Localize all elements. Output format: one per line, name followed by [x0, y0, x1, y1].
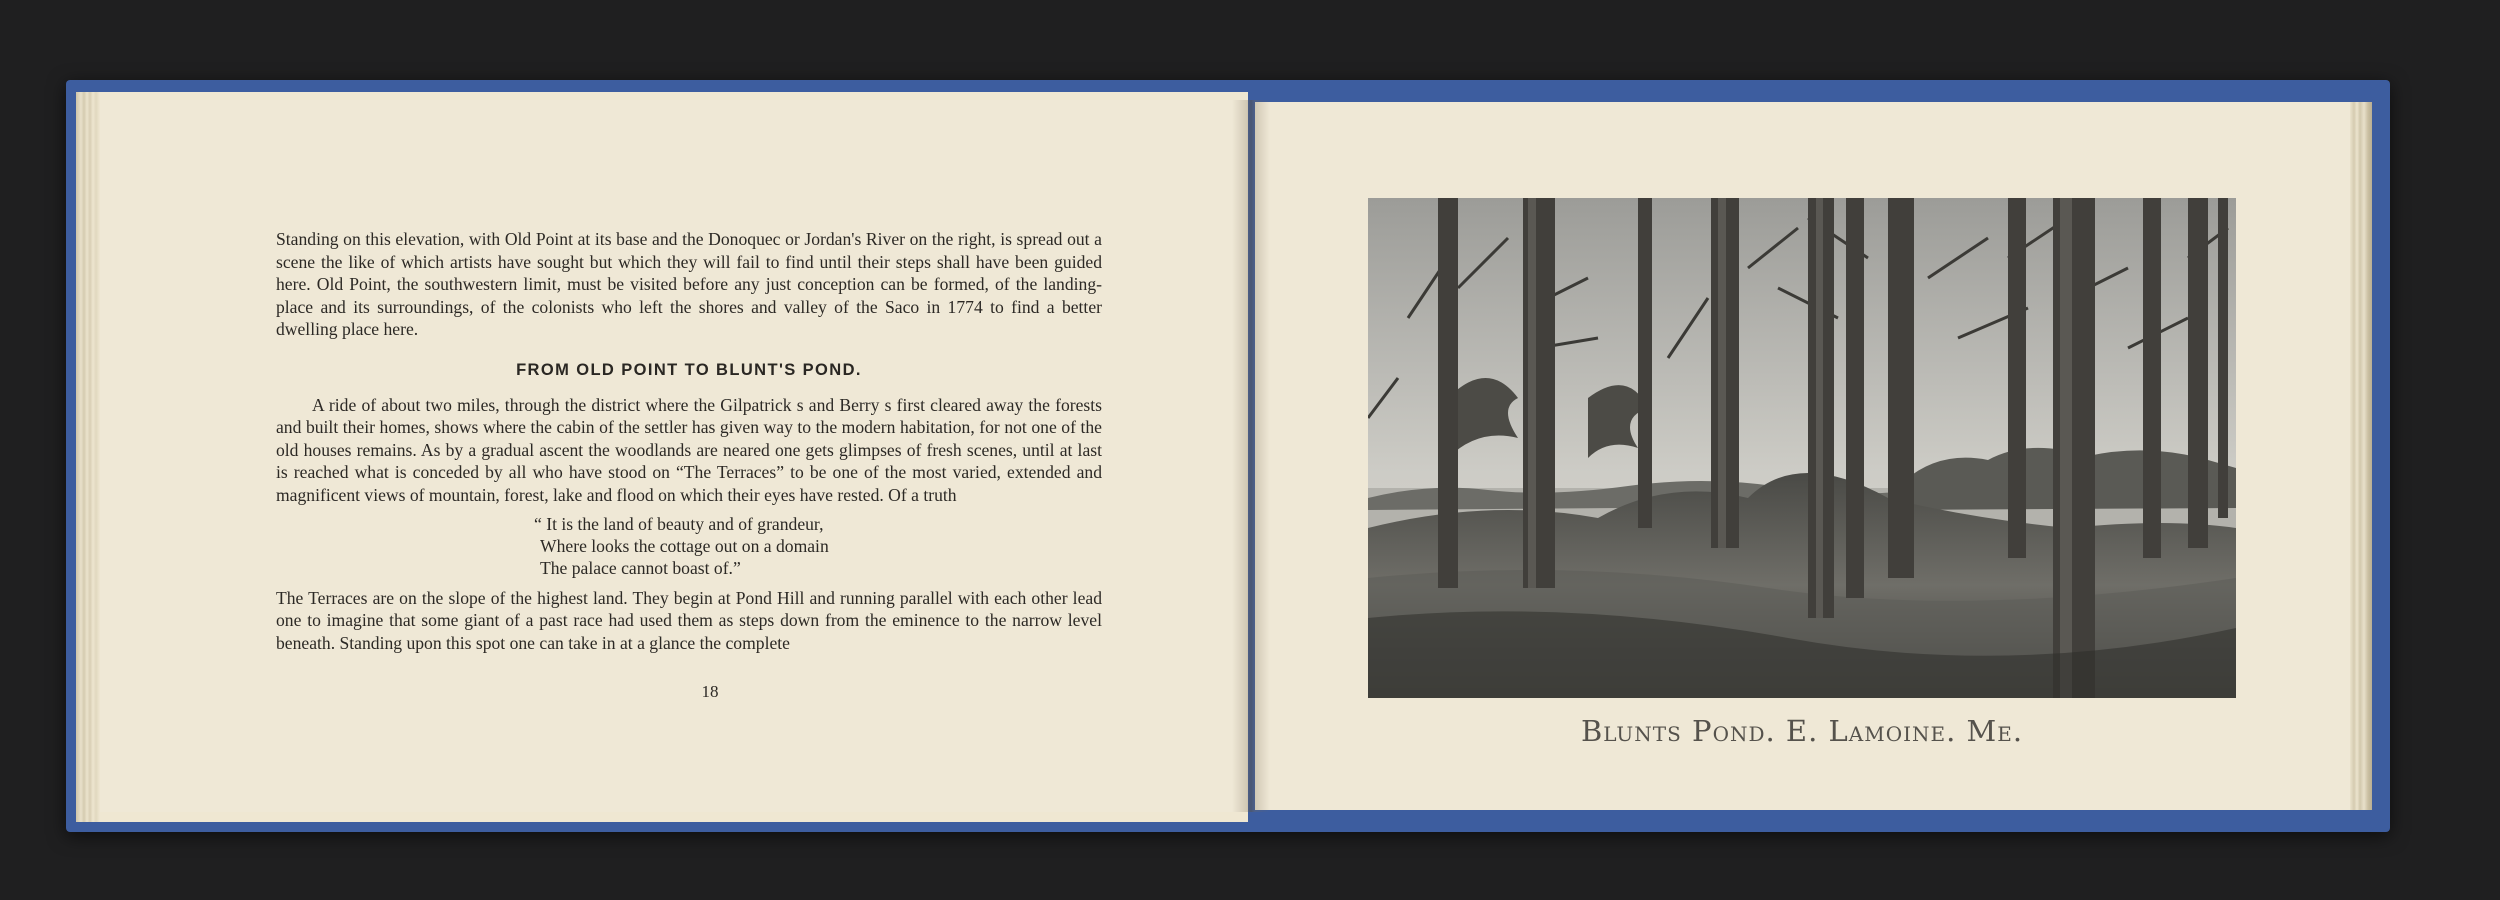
page-number: 18: [701, 682, 719, 701]
verse-quote: [534, 513, 1102, 579]
section-heading: FROM OLD POINT TO BLUNT'S POND.: [516, 360, 862, 379]
right-page-edges: [2350, 102, 2372, 810]
photo-caption: Blunts Pond. E. Lamoine. Me.: [1580, 714, 2024, 748]
left-page-text: [276, 228, 1102, 654]
verse-line: The palace cannot boast of.”: [540, 557, 741, 578]
forest-photograph: [1368, 198, 2236, 698]
book-gutter: [1232, 100, 1270, 812]
paragraph-2: A ride of about two miles, through the district where the Gilpatrick s and Berry s first cleared away the forests and built their homes, shows where the cabin of the settler has given way to the modern habitation, for not one of the old houses remains. As by a gradual ascent the woodlands are neared one gets glimpses of fresh scenes, until at last is reached what is conceded by all who have stood on “The Terraces” to be one of the most varied, extended and magnificent views of mountain, forest, lake and flood on which their eyes have rested. Of a truth: [276, 394, 1102, 505]
verse-line: “ It is the land of beauty and of grandeur,: [534, 513, 824, 534]
verse-line: Where looks the cottage out on a domain: [540, 535, 829, 556]
paragraph-1: Standing on this elevation, with Old Point at its base and the Donoquec or Jordan's River on the right, is spread out a scene the like of which artists have sought but which they will fail to find until their steps shall have been guided here. Old Point, the southwestern limit, must be visited before any just conception can be formed, of the landing-place and its surroundings, of the colonists who left the shores and valley of the Saco in 1774 to find a better dwelling place here.: [276, 229, 1102, 340]
paragraph-3: The Terraces are on the slope of the highest land. They begin at Pond Hill and running parallel with each other lead one to imagine that some giant of a past race had used them as steps down from the eminence to the narrow level beneath. Standing upon this spot one can take in at a glance the complete: [276, 587, 1102, 653]
